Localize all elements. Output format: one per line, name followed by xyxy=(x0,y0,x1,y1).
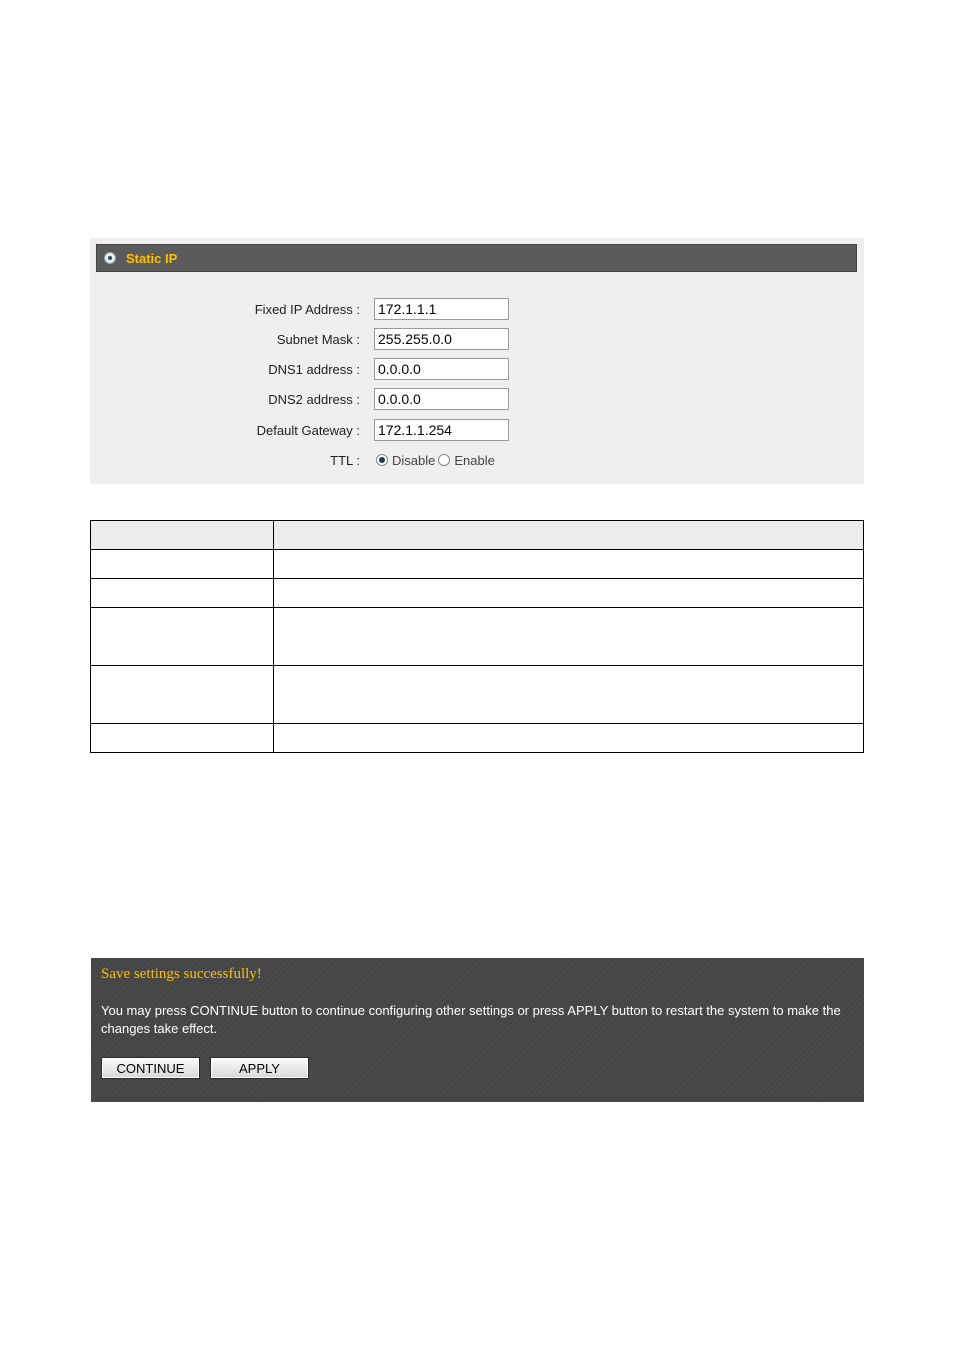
subnet-mask-row xyxy=(90,328,864,354)
table-cell xyxy=(91,579,274,608)
ttl-options xyxy=(376,453,498,468)
dns2-row xyxy=(90,388,864,414)
table-header-cell xyxy=(91,521,274,550)
static-ip-panel xyxy=(90,238,864,484)
ttl-disable-label[interactable]: Disable xyxy=(392,453,436,468)
ttl-row xyxy=(90,449,864,475)
table-cell xyxy=(274,666,864,724)
ttl-enable-label[interactable]: Enable xyxy=(454,453,495,468)
default-gateway-input[interactable] xyxy=(374,419,509,441)
table-cell xyxy=(274,579,864,608)
save-settings-dialog xyxy=(91,958,864,1102)
table-row xyxy=(91,550,864,579)
table-header-row xyxy=(91,521,864,550)
table-cell xyxy=(274,550,864,579)
table-row xyxy=(91,724,864,753)
apply-button[interactable]: APPLY xyxy=(210,1057,309,1079)
dns1-row xyxy=(90,358,864,384)
table-row xyxy=(91,666,864,724)
fixed-ip-label: Fixed IP Address : xyxy=(254,302,360,317)
dialog-title: Save settings successfully! xyxy=(101,966,262,982)
default-gateway-row xyxy=(90,419,864,445)
subnet-mask-input[interactable] xyxy=(374,328,509,350)
static-ip-header xyxy=(96,244,857,272)
table-cell xyxy=(91,550,274,579)
dialog-message: You may press CONTINUE button to continue configuring other settings or press APPLY button to restart the system to make the changes take effect. xyxy=(101,1003,841,1036)
dns2-input[interactable] xyxy=(374,388,509,410)
table-header-cell xyxy=(274,521,864,550)
dns2-label: DNS2 address : xyxy=(268,392,360,407)
continue-button[interactable]: CONTINUE xyxy=(101,1057,200,1079)
static-ip-radio[interactable] xyxy=(104,252,116,264)
dns1-input[interactable] xyxy=(374,358,509,380)
ttl-label: TTL : xyxy=(330,453,360,468)
table-cell xyxy=(91,666,274,724)
static-ip-title: Static IP xyxy=(126,251,178,266)
dns1-label: DNS1 address : xyxy=(268,362,360,377)
table-cell xyxy=(274,608,864,666)
subnet-mask-label: Subnet Mask : xyxy=(276,332,360,347)
table-row xyxy=(91,608,864,666)
ttl-disable-radio[interactable] xyxy=(376,454,388,466)
default-gateway-label: Default Gateway : xyxy=(256,423,360,438)
table-cell xyxy=(274,724,864,753)
table-cell xyxy=(91,608,274,666)
table-row xyxy=(91,579,864,608)
table-cell xyxy=(91,724,274,753)
fixed-ip-row xyxy=(90,298,864,324)
ttl-enable-radio[interactable] xyxy=(438,454,450,466)
fixed-ip-input[interactable] xyxy=(374,298,509,320)
description-table xyxy=(90,520,864,753)
